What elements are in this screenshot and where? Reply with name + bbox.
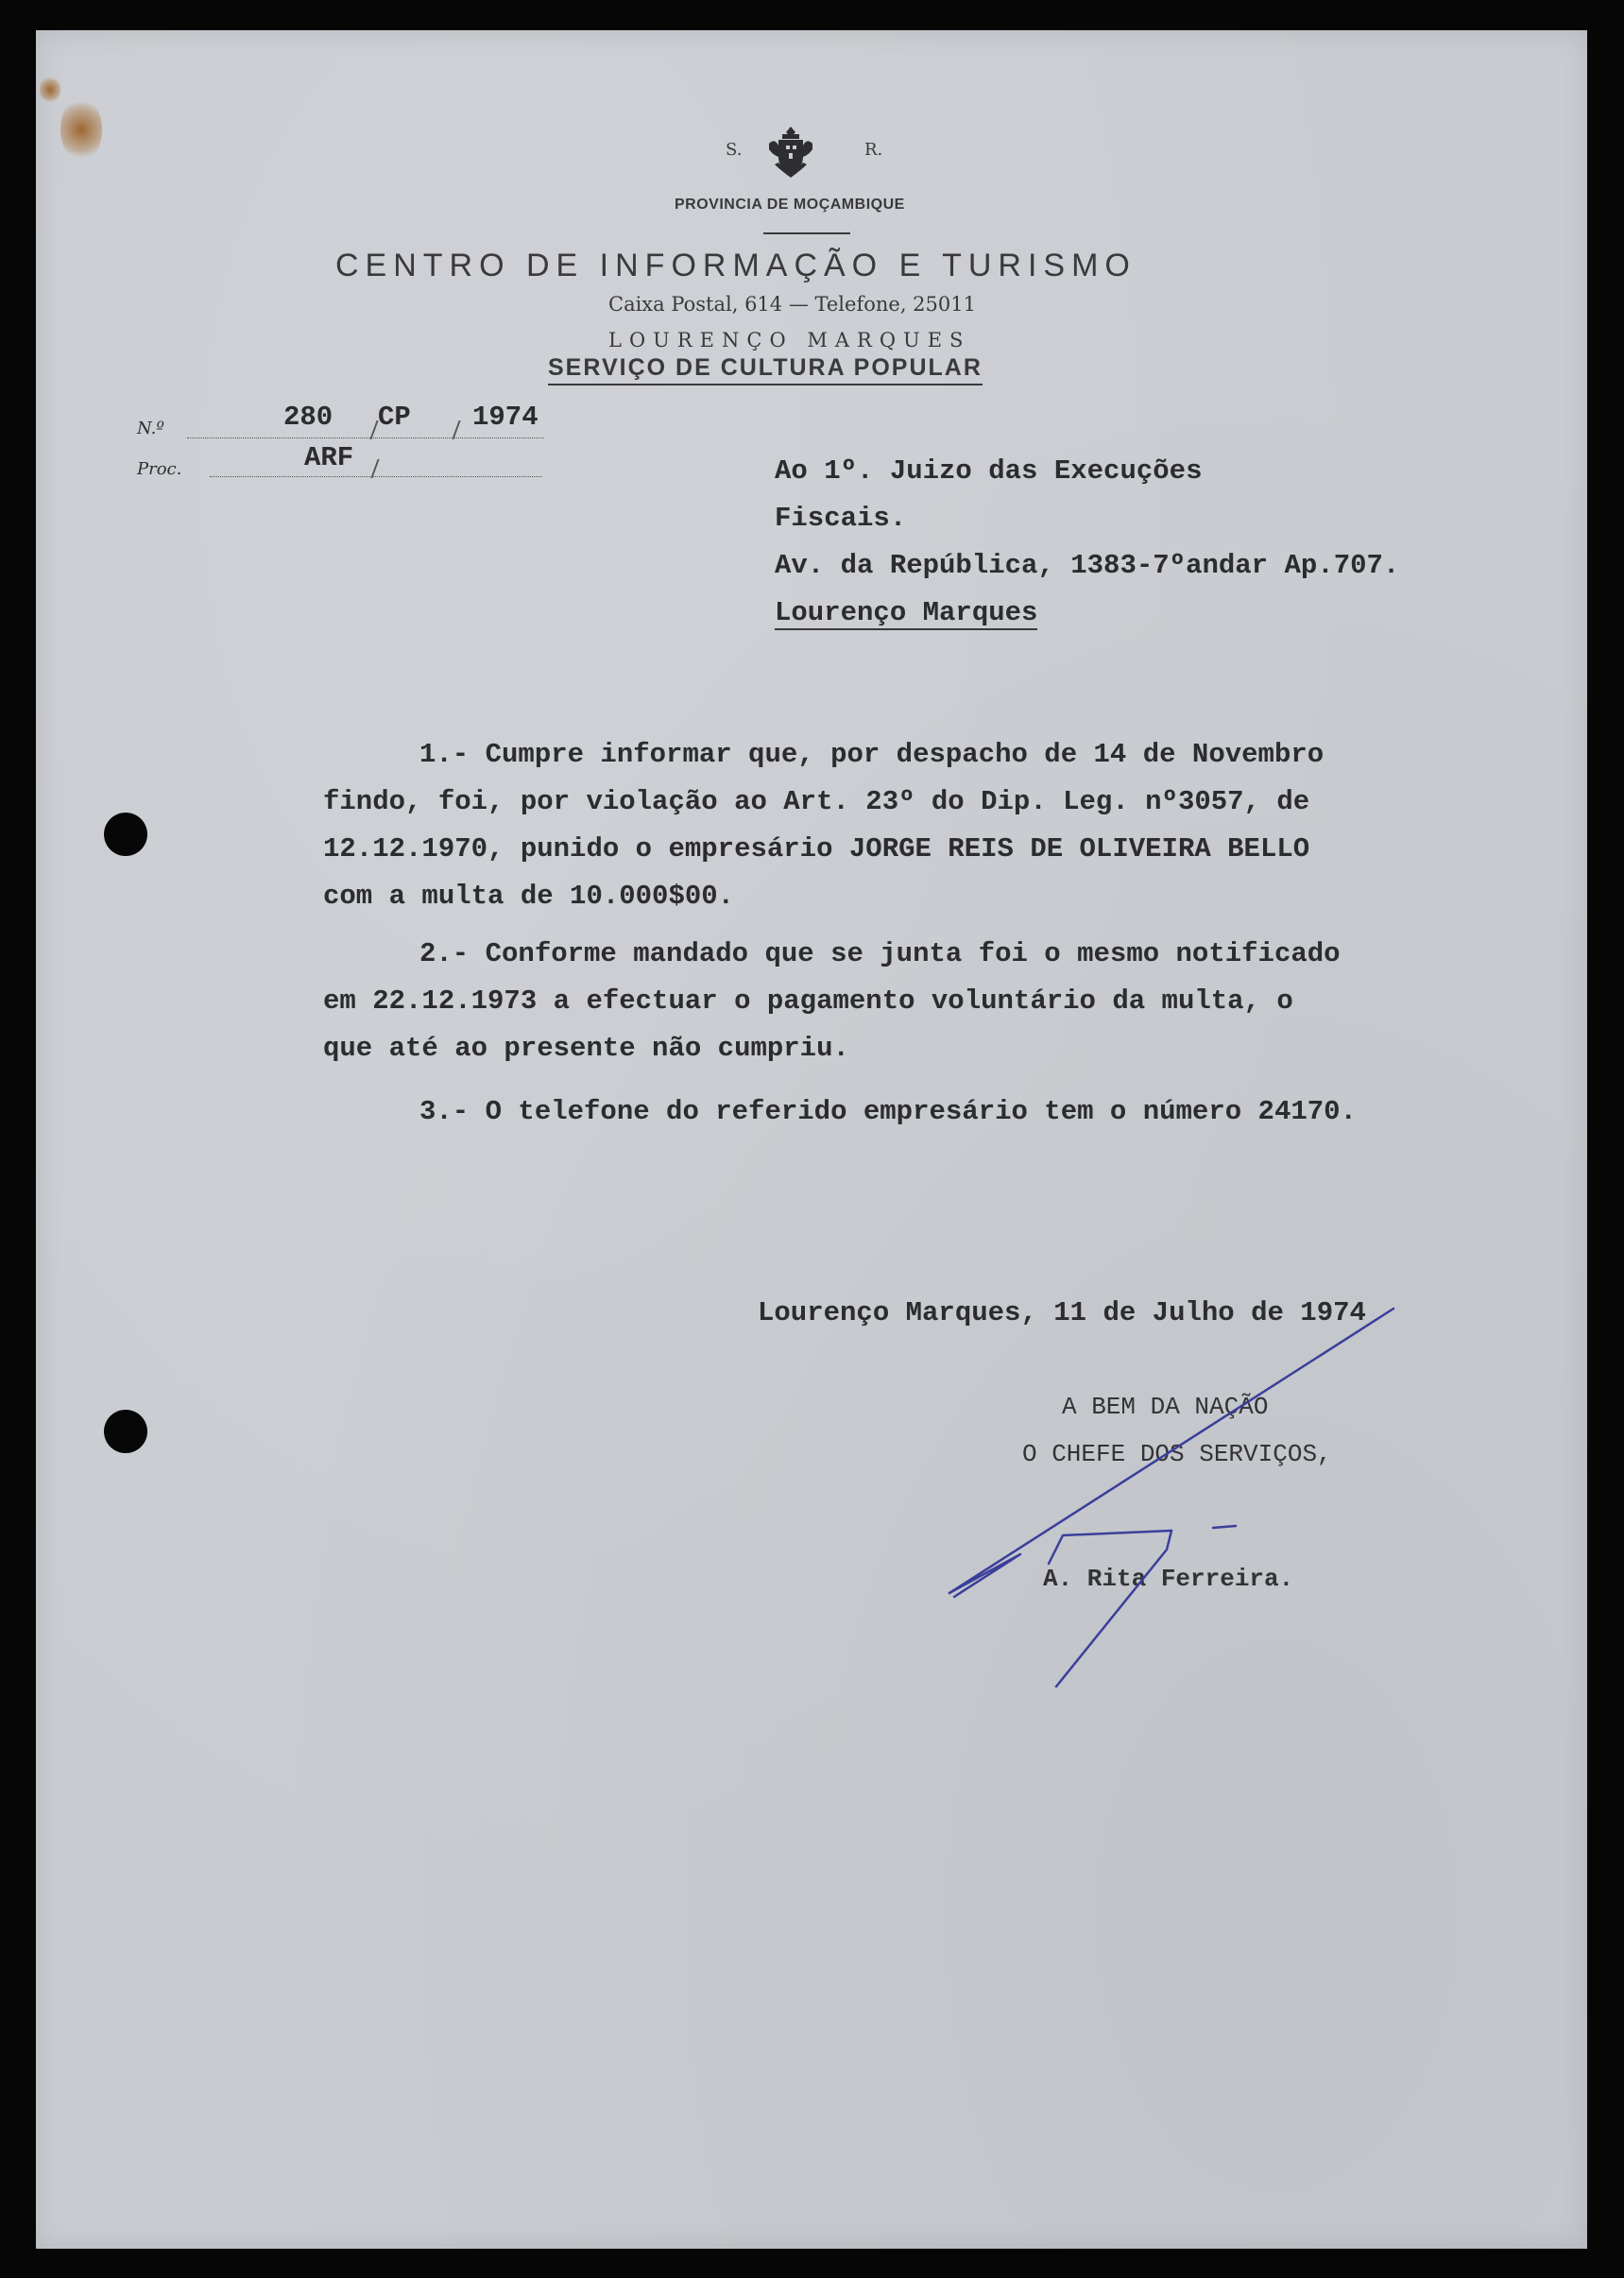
paragraph-2-line-2: em 22.12.1973 a efectuar o pagamento voluntário da multa, o [323,985,1293,1017]
crest-right-letter: R. [864,140,883,160]
organization-name: CENTRO DE INFORMAÇÃO E TURISMO [335,248,1137,283]
paragraph-2-line-1: 2.- Conforme mandado que se junta foi o mesmo notificado [419,938,1341,969]
paragraph-1-line-4: com a multa de 10.000$00. [323,881,735,912]
paragraph-3-line-1: 3.- O telefone do referido empresário tem o número 24170. [419,1096,1357,1127]
paragraph-1-line-1: 1.- Cumpre informar que, por despacho de 14 de Novembro [419,739,1325,770]
addressee-line-4: Lourenço Marques [775,597,1038,628]
reference-year: 1974 [472,402,538,433]
province-line: PROVINCIA DE MOÇAMBIQUE [675,197,905,213]
reference-series: CP [378,402,411,433]
salutation: A BEM DA NAÇÃO [1062,1393,1269,1421]
proc-value: ARF [304,442,354,473]
proc-label: Proc. [137,459,182,479]
paragraph-1-line-3: 12.12.1970, punido o empresário JORGE REIS DE OLIVEIRA BELLO [323,833,1310,865]
paragraph-2-line-3: que até ao presente não cumpriu. [323,1033,849,1064]
crest-left-letter: S. [726,140,743,160]
city-line: LOURENÇO MARQUES [608,329,971,351]
contact-line: Caixa Postal, 614 — Telefone, 25011 [608,293,976,316]
reference-number: 280 [283,402,333,433]
paragraph-1-line-2: findo, foi, por violação ao Art. 23º do Dip. Leg. nº3057, de [323,786,1310,817]
place-date: Lourenço Marques, 11 de Julho de 1974 [758,1297,1366,1328]
addressee-line-1: Ao 1º. Juizo das Execuções [775,455,1203,487]
addressee-line-3: Av. da República, 1383-7ºandar Ap.707. [775,550,1400,581]
signatory-title: O CHEFE DOS SERVIÇOS, [1022,1440,1332,1468]
department-name: SERVIÇO DE CULTURA POPULAR [548,354,983,385]
number-label: N.º [137,419,164,438]
signatory-name: A. Rita Ferreira. [1043,1565,1294,1593]
addressee-line-2: Fiscais. [775,503,907,534]
